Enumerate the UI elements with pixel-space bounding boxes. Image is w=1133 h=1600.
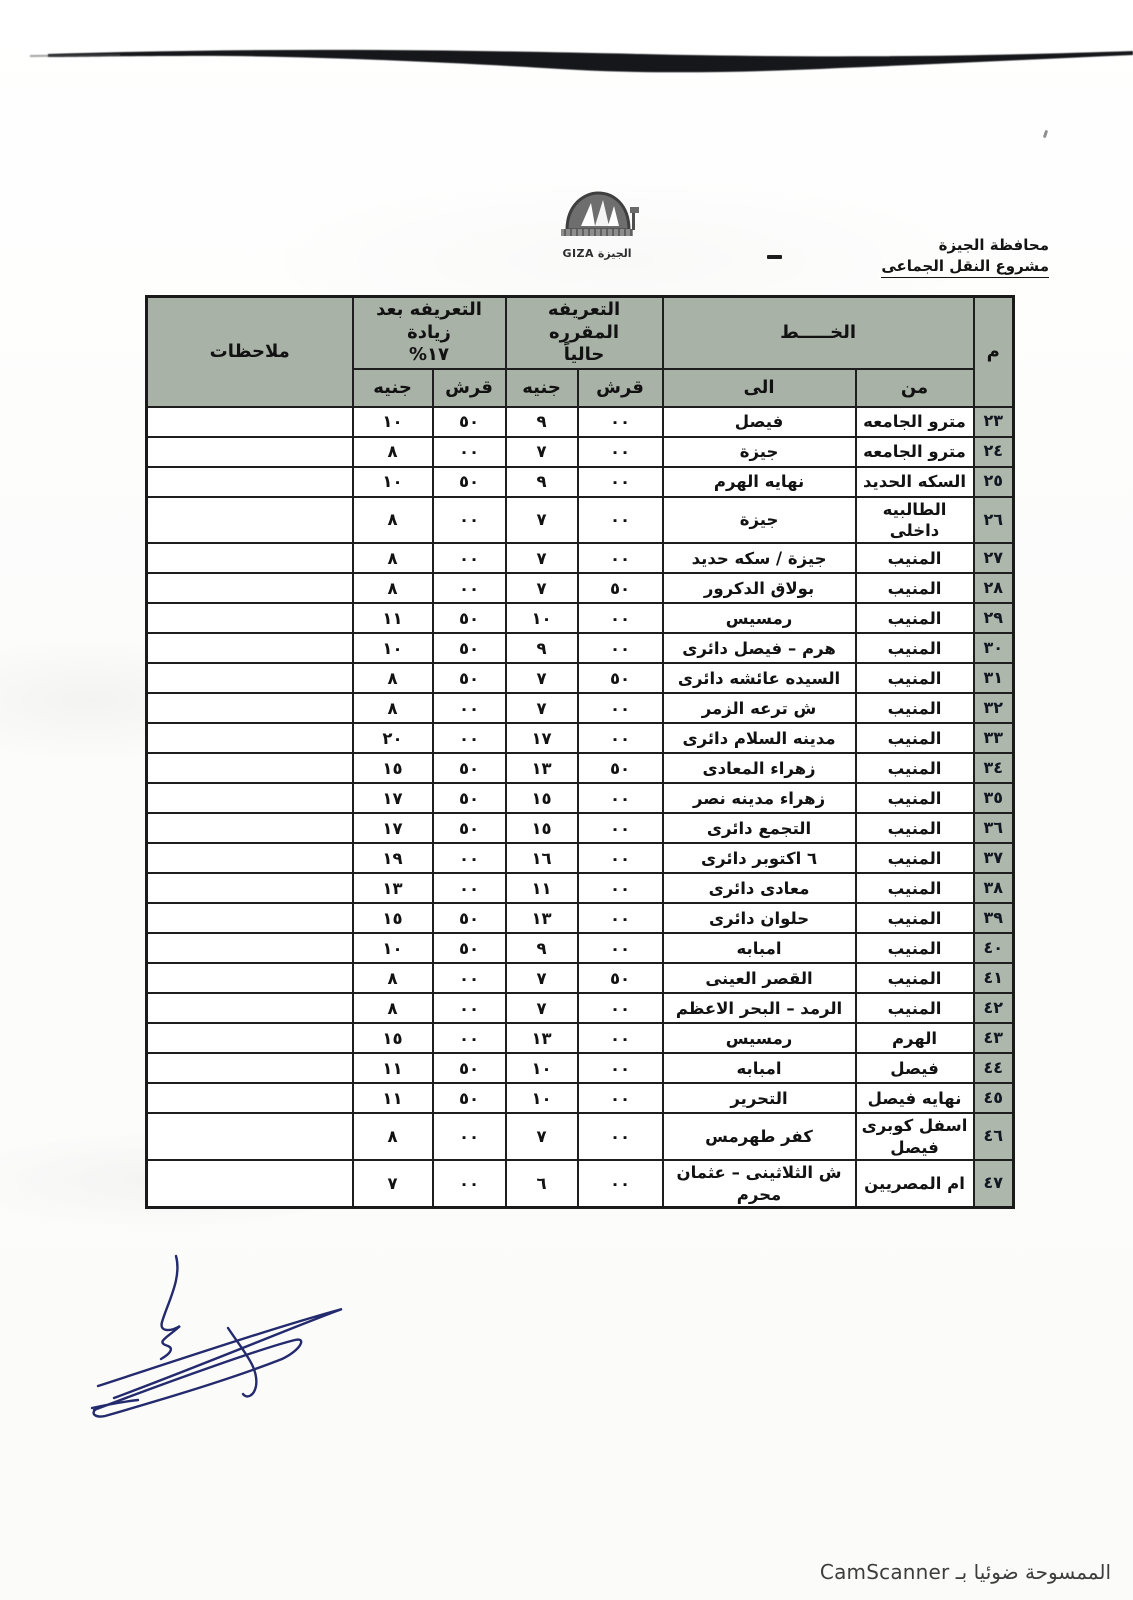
current-qirsh-cell: ٠٠ [578, 873, 663, 903]
after-qirsh-cell: ٥٠ [433, 407, 506, 437]
giza-logo-icon [545, 186, 649, 242]
notes-cell [147, 843, 353, 873]
to-cell: معادى دائرى [663, 873, 856, 903]
after-qirsh-cell: ٠٠ [433, 543, 506, 573]
from-cell: نهايه فيصل [856, 1083, 974, 1113]
table-row [147, 933, 1014, 963]
notes-cell [147, 1023, 353, 1053]
after-geneh-cell: ١٧ [353, 783, 433, 813]
current-geneh-cell: ٩ [506, 633, 578, 663]
table-row [147, 633, 1014, 663]
after-geneh-cell: ١٩ [353, 843, 433, 873]
after-qirsh-cell: ٠٠ [433, 963, 506, 993]
from-cell: السكه الحديد [856, 467, 974, 497]
table-row [147, 467, 1014, 497]
col-header-current-geneh: جنيه [506, 369, 578, 407]
to-cell: رمسيس [663, 1023, 856, 1053]
notes-cell [147, 1053, 353, 1083]
col-header-current-tariff [506, 297, 663, 369]
after-qirsh-cell: ٥٠ [433, 1083, 506, 1113]
current-qirsh-cell: ٠٠ [578, 497, 663, 544]
from-cell: المنيب [856, 753, 974, 783]
after-qirsh-cell: ٥٠ [433, 903, 506, 933]
to-cell: نهايه الهرم [663, 467, 856, 497]
after-qirsh-cell: ٠٠ [433, 497, 506, 544]
current-geneh-cell: ٧ [506, 1113, 578, 1160]
scan-shadow-artifact [0, 0, 1133, 110]
table-row [147, 543, 1014, 573]
to-cell: التجمع دائرى [663, 813, 856, 843]
after-qirsh-cell: ٠٠ [433, 437, 506, 467]
table-row [147, 573, 1014, 603]
from-cell: المنيب [856, 663, 974, 693]
current-qirsh-cell: ٠٠ [578, 903, 663, 933]
page-dash-mark [767, 255, 782, 259]
to-cell: مدينه السلام دائرى [663, 723, 856, 753]
table-row [147, 407, 1014, 437]
col-header-to: الى [663, 369, 856, 407]
table-row [147, 497, 1014, 544]
row-number-cell: ٣٤ [974, 753, 1014, 783]
table-row [147, 1113, 1014, 1160]
col-header-after-geneh: جنيه [353, 369, 433, 407]
to-cell: جيزة [663, 437, 856, 467]
after-geneh-cell: ١١ [353, 603, 433, 633]
from-cell: مترو الجامعه [856, 407, 974, 437]
current-qirsh-cell: ٠٠ [578, 693, 663, 723]
after-qirsh-cell: ٥٠ [433, 783, 506, 813]
table-row [147, 993, 1014, 1023]
row-number-cell: ٣٢ [974, 693, 1014, 723]
fare-table-body [147, 407, 1014, 1208]
from-cell: فيصل [856, 1053, 974, 1083]
current-qirsh-cell: ٠٠ [578, 407, 663, 437]
after-geneh-cell: ٨ [353, 993, 433, 1023]
agency-header [881, 236, 1049, 278]
row-number-cell: ٣٧ [974, 843, 1014, 873]
notes-cell [147, 933, 353, 963]
from-cell: المنيب [856, 693, 974, 723]
row-number-cell: ٣٨ [974, 873, 1014, 903]
to-cell: بولاق الدكرور [663, 573, 856, 603]
after-geneh-cell: ٨ [353, 437, 433, 467]
table-row [147, 873, 1014, 903]
row-number-cell: ٤٠ [974, 933, 1014, 963]
col-header-notes: ملاحظات [147, 297, 353, 407]
after-geneh-cell: ١٥ [353, 1023, 433, 1053]
to-cell: هرم – فيصل دائرى [663, 633, 856, 663]
after-qirsh-cell: ٠٠ [433, 843, 506, 873]
to-cell: زهراء مدينه نصر [663, 783, 856, 813]
after-geneh-cell: ١٠ [353, 467, 433, 497]
after-qirsh-cell: ٠٠ [433, 1160, 506, 1207]
after-qirsh-cell: ٠٠ [433, 873, 506, 903]
row-number-cell: ٢٧ [974, 543, 1014, 573]
from-cell: المنيب [856, 993, 974, 1023]
current-geneh-cell: ٧ [506, 663, 578, 693]
current-qirsh-cell: ٠٠ [578, 723, 663, 753]
current-qirsh-cell: ٠٠ [578, 1023, 663, 1053]
to-cell: السيده عائشه دائرى [663, 663, 856, 693]
current-qirsh-cell: ٠٠ [578, 633, 663, 663]
after-geneh-cell: ١٠ [353, 933, 433, 963]
to-cell: ش الثلاثينى – عثمان محرم [663, 1160, 856, 1207]
current-tariff-label-line1: التعريفه المقرره [547, 299, 621, 343]
from-cell: المنيب [856, 813, 974, 843]
current-geneh-cell: ٧ [506, 497, 578, 544]
row-number-cell: ٢٣ [974, 407, 1014, 437]
logo-caption: الجيزة GIZA [562, 247, 632, 260]
after-qirsh-cell: ٠٠ [433, 1023, 506, 1053]
current-qirsh-cell: ٠٠ [578, 993, 663, 1023]
row-number-cell: ٤٢ [974, 993, 1014, 1023]
after-geneh-cell: ٨ [353, 543, 433, 573]
current-qirsh-cell: ٠٠ [578, 467, 663, 497]
table-row [147, 1053, 1014, 1083]
current-geneh-cell: ٩ [506, 407, 578, 437]
current-qirsh-cell: ٠٠ [578, 437, 663, 467]
notes-cell [147, 573, 353, 603]
to-cell: حلوان دائرى [663, 903, 856, 933]
current-geneh-cell: ١٠ [506, 603, 578, 633]
col-header-from: من [856, 369, 974, 407]
current-geneh-cell: ٩ [506, 467, 578, 497]
current-tariff-label-line2: حالياً [563, 344, 605, 365]
notes-cell [147, 963, 353, 993]
current-qirsh-cell: ٠٠ [578, 1053, 663, 1083]
after-geneh-cell: ١١ [353, 1053, 433, 1083]
notes-cell [147, 1113, 353, 1160]
col-header-current-qirsh: قرش [578, 369, 663, 407]
table-row [147, 723, 1014, 753]
notes-cell [147, 693, 353, 723]
current-geneh-cell: ١٥ [506, 813, 578, 843]
after-qirsh-cell: ٥٠ [433, 467, 506, 497]
to-cell: ٦ اكتوبر دائرى [663, 843, 856, 873]
after-tariff-label-line2: ١٧% [408, 344, 450, 365]
to-cell: جيزة / سكه حديد [663, 543, 856, 573]
row-number-cell: ٢٨ [974, 573, 1014, 603]
notes-cell [147, 1160, 353, 1207]
to-cell: ش ترعه الزمر [663, 693, 856, 723]
after-geneh-cell: ١٧ [353, 813, 433, 843]
row-number-cell: ٣٥ [974, 783, 1014, 813]
after-geneh-cell: ٨ [353, 693, 433, 723]
notes-cell [147, 1083, 353, 1113]
table-row [147, 1160, 1014, 1207]
current-geneh-cell: ١٥ [506, 783, 578, 813]
from-cell: المنيب [856, 843, 974, 873]
col-header-line: الخـــــط [663, 297, 974, 369]
after-geneh-cell: ٨ [353, 663, 433, 693]
after-qirsh-cell: ٠٠ [433, 723, 506, 753]
after-geneh-cell: ١٣ [353, 873, 433, 903]
table-row [147, 903, 1014, 933]
table-row [147, 693, 1014, 723]
notes-cell [147, 497, 353, 544]
to-cell: كفر طهرمس [663, 1113, 856, 1160]
table-row [147, 813, 1014, 843]
table-row [147, 603, 1014, 633]
to-cell: زهراء المعادى [663, 753, 856, 783]
from-cell: الطالبيه داخلى [856, 497, 974, 544]
current-geneh-cell: ١٧ [506, 723, 578, 753]
row-number-cell: ٣٩ [974, 903, 1014, 933]
notes-cell [147, 603, 353, 633]
row-number-cell: ٢٥ [974, 467, 1014, 497]
notes-cell [147, 543, 353, 573]
current-qirsh-cell: ٠٠ [578, 1160, 663, 1207]
to-cell: رمسيس [663, 603, 856, 633]
notes-cell [147, 467, 353, 497]
current-qirsh-cell: ٠٠ [578, 543, 663, 573]
after-qirsh-cell: ٥٠ [433, 603, 506, 633]
from-cell: المنيب [856, 933, 974, 963]
current-geneh-cell: ٧ [506, 573, 578, 603]
camscanner-credit: الممسوحة ضوئيا بـ CamScanner [819, 1560, 1111, 1584]
from-cell: المنيب [856, 573, 974, 603]
notes-cell [147, 723, 353, 753]
table-row [147, 753, 1014, 783]
after-qirsh-cell: ٥٠ [433, 933, 506, 963]
after-geneh-cell: ١٠ [353, 633, 433, 663]
from-cell: اسفل كوبرى فيصل [856, 1113, 974, 1160]
current-qirsh-cell: ٠٠ [578, 933, 663, 963]
after-geneh-cell: ١٥ [353, 753, 433, 783]
current-geneh-cell: ١٠ [506, 1083, 578, 1113]
row-number-cell: ٣١ [974, 663, 1014, 693]
from-cell: المنيب [856, 963, 974, 993]
notes-cell [147, 783, 353, 813]
after-geneh-cell: ٨ [353, 497, 433, 544]
current-geneh-cell: ٧ [506, 543, 578, 573]
table-row [147, 1083, 1014, 1113]
notes-cell [147, 813, 353, 843]
current-geneh-cell: ٧ [506, 993, 578, 1023]
to-cell: امبابه [663, 933, 856, 963]
current-qirsh-cell: ٠٠ [578, 603, 663, 633]
table-row [147, 783, 1014, 813]
after-geneh-cell: ١١ [353, 1083, 433, 1113]
current-qirsh-cell: ٠٠ [578, 1113, 663, 1160]
agency-project: مشروع النقل الجماعى [881, 257, 1049, 278]
current-qirsh-cell: ٥٠ [578, 963, 663, 993]
current-geneh-cell: ١٣ [506, 753, 578, 783]
scan-speck-artifact [1043, 130, 1048, 139]
current-geneh-cell: ١١ [506, 873, 578, 903]
row-number-cell: ٤٣ [974, 1023, 1014, 1053]
after-geneh-cell: ١٥ [353, 903, 433, 933]
row-number-cell: ٤٧ [974, 1160, 1014, 1207]
current-geneh-cell: ٩ [506, 933, 578, 963]
row-number-cell: ٢٤ [974, 437, 1014, 467]
after-qirsh-cell: ٠٠ [433, 573, 506, 603]
after-geneh-cell: ٧ [353, 1160, 433, 1207]
row-number-cell: ٢٩ [974, 603, 1014, 633]
from-cell: مترو الجامعه [856, 437, 974, 467]
from-cell: المنيب [856, 903, 974, 933]
from-cell: المنيب [856, 603, 974, 633]
after-qirsh-cell: ٥٠ [433, 1053, 506, 1083]
from-cell: ام المصريين [856, 1160, 974, 1207]
notes-cell [147, 903, 353, 933]
after-qirsh-cell: ٥٠ [433, 633, 506, 663]
current-qirsh-cell: ٥٠ [578, 753, 663, 783]
current-qirsh-cell: ٥٠ [578, 573, 663, 603]
to-cell: التحرير [663, 1083, 856, 1113]
from-cell: المنيب [856, 633, 974, 663]
current-geneh-cell: ١٦ [506, 843, 578, 873]
table-row [147, 963, 1014, 993]
current-geneh-cell: ٧ [506, 437, 578, 467]
agency-name: محافظة الجيزة [938, 236, 1049, 254]
after-qirsh-cell: ٥٠ [433, 813, 506, 843]
after-qirsh-cell: ٠٠ [433, 693, 506, 723]
current-geneh-cell: ١٣ [506, 1023, 578, 1053]
after-geneh-cell: ٢٠ [353, 723, 433, 753]
after-qirsh-cell: ٠٠ [433, 993, 506, 1023]
current-qirsh-cell: ٠٠ [578, 1083, 663, 1113]
to-cell: القصر العينى [663, 963, 856, 993]
notes-cell [147, 753, 353, 783]
col-header-after-increase-tariff [353, 297, 506, 369]
row-number-cell: ٣٦ [974, 813, 1014, 843]
fare-table [145, 295, 1015, 1209]
after-geneh-cell: ٨ [353, 573, 433, 603]
current-qirsh-cell: ٠٠ [578, 783, 663, 813]
row-number-cell: ٤١ [974, 963, 1014, 993]
notes-cell [147, 663, 353, 693]
giza-governorate-logo [532, 186, 662, 260]
current-qirsh-cell: ٥٠ [578, 663, 663, 693]
row-number-cell: ٤٤ [974, 1053, 1014, 1083]
to-cell: فيصل [663, 407, 856, 437]
col-header-number: م [974, 297, 1014, 407]
notes-cell [147, 633, 353, 663]
current-geneh-cell: ٧ [506, 693, 578, 723]
row-number-cell: ٢٦ [974, 497, 1014, 544]
from-cell: المنيب [856, 543, 974, 573]
from-cell: المنيب [856, 873, 974, 903]
from-cell: المنيب [856, 783, 974, 813]
current-geneh-cell: ١٣ [506, 903, 578, 933]
from-cell: المنيب [856, 723, 974, 753]
after-geneh-cell: ٨ [353, 963, 433, 993]
current-geneh-cell: ٦ [506, 1160, 578, 1207]
current-qirsh-cell: ٠٠ [578, 813, 663, 843]
after-geneh-cell: ٨ [353, 1113, 433, 1160]
to-cell: الرمد – البحر الاعظم [663, 993, 856, 1023]
row-number-cell: ٣٠ [974, 633, 1014, 663]
after-qirsh-cell: ٠٠ [433, 1113, 506, 1160]
current-qirsh-cell: ٠٠ [578, 843, 663, 873]
notes-cell [147, 407, 353, 437]
col-header-after-qirsh: قرش [433, 369, 506, 407]
from-cell: الهرم [856, 1023, 974, 1053]
notes-cell [147, 873, 353, 903]
after-qirsh-cell: ٥٠ [433, 753, 506, 783]
notes-cell [147, 437, 353, 467]
to-cell: امبابه [663, 1053, 856, 1083]
notes-cell [147, 993, 353, 1023]
after-tariff-label-line1: التعريفه بعد زيادة [376, 299, 482, 343]
handwritten-signature [58, 1228, 408, 1428]
after-geneh-cell: ١٠ [353, 407, 433, 437]
after-qirsh-cell: ٥٠ [433, 663, 506, 693]
row-number-cell: ٤٥ [974, 1083, 1014, 1113]
table-row [147, 1023, 1014, 1053]
table-row [147, 437, 1014, 467]
row-number-cell: ٤٦ [974, 1113, 1014, 1160]
table-row [147, 843, 1014, 873]
row-number-cell: ٣٣ [974, 723, 1014, 753]
to-cell: جيزة [663, 497, 856, 544]
current-geneh-cell: ٧ [506, 963, 578, 993]
current-geneh-cell: ١٠ [506, 1053, 578, 1083]
table-row [147, 663, 1014, 693]
